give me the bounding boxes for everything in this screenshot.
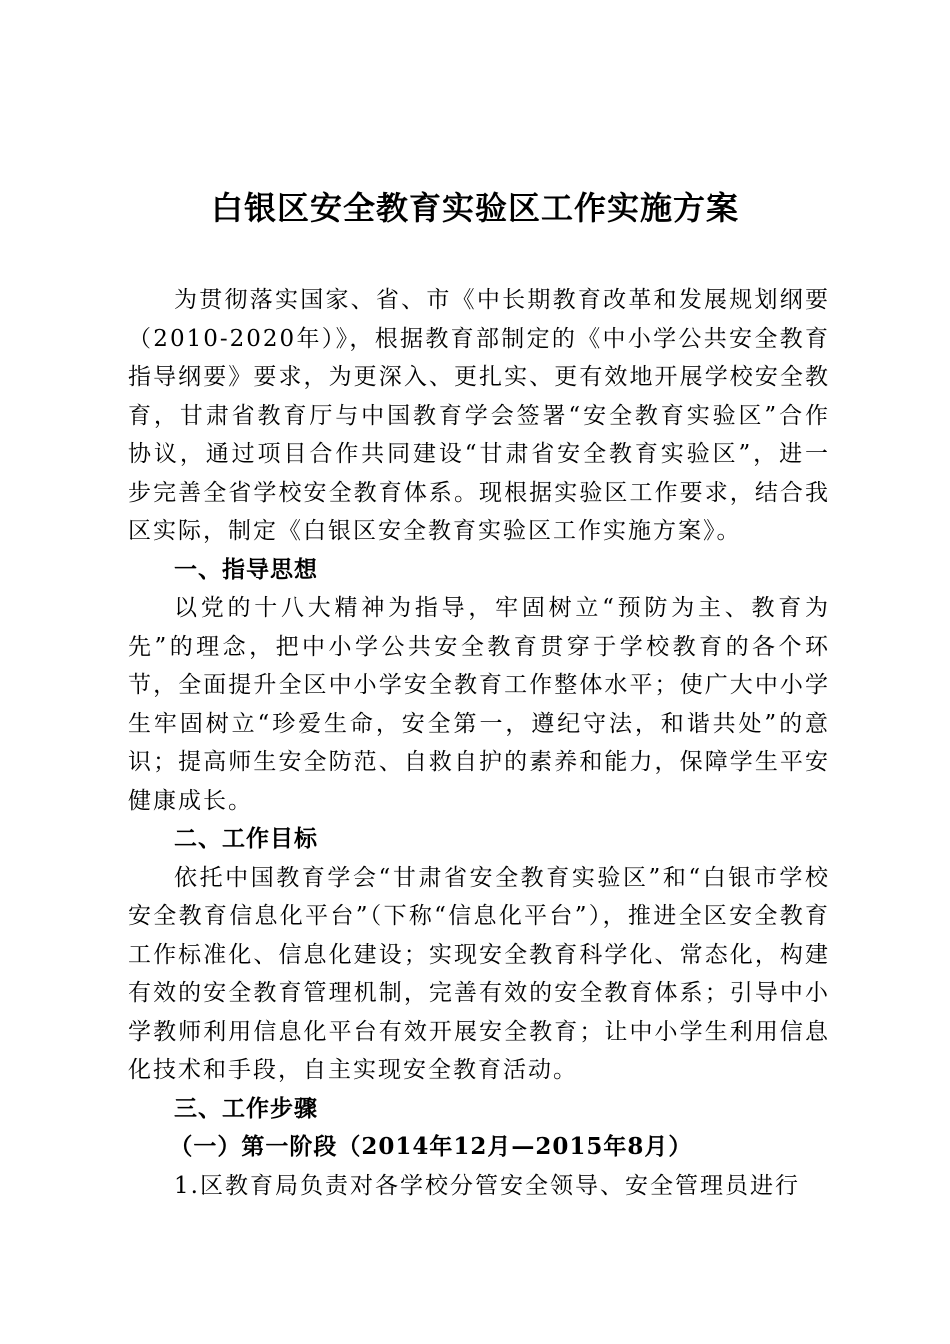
section-text-work-goals: 依托中国教育学会“甘肃省安全教育实验区”和“白银市学校安全教育信息化平台”（下称“信息化平台”），推进全区安全教育工作标准化、信息化建设；实现安全教育科学化、常态化，构建有效的安全教育管理机制，完善有效的安全教育体系；引导中小学教师利用信息化平台有效开展安全教育；让中小学生利用信息化技术和手段，自主实现安全教育活动。 <box>128 864 830 1083</box>
list-item: 1.区教育局负责对各学校分管安全领导、安全管理员进行 <box>174 1172 800 1199</box>
intro-paragraph: 为贯彻落实国家、省、市《中长期教育改革和发展规划纲要（2010-2020年）》，根据教育部制定的《中小学公共安全教育指导纲要》要求，为更深入、更扎实、更有效地开展学校安全教育，甘肃省教育厅与中国教育学会签署“安全教育实验区”合作协议，通过项目合作共同建设“甘肃省安全教育实验区”，进一步完善全省学校安全教育体系。现根据实验区工作要求，结合我区实际，制定《白银区安全教育实验区工作实施方案》。 <box>128 287 830 544</box>
document-body <box>128 281 830 1205</box>
section-heading-work-steps: 三、工作步骤 <box>174 1095 318 1122</box>
subsection-heading-phase-one: （一）第一阶段（2014年12月—2015年8月） <box>169 1133 693 1160</box>
section-heading-guiding-ideology: 一、指导思想 <box>174 556 318 583</box>
section-heading-work-goals: 二、工作目标 <box>174 826 318 852</box>
document-title: 白银区安全教育实验区工作实施方案 <box>210 189 739 227</box>
section-text-guiding-ideology: 以党的十八大精神为指导，牢固树立“预防为主、教育为先”的理念，把中小学公共安全教育贯穿于学校教育的各个环节，全面提升全区中小学安全教育工作整体水平；使广大中小学生牢固树立“珍爱生命，安全第一，遵纪守法，和谐共处”的意识；提高师生安全防范、自救自护的素养和能力，保障学生平安健康成长。 <box>128 595 830 814</box>
